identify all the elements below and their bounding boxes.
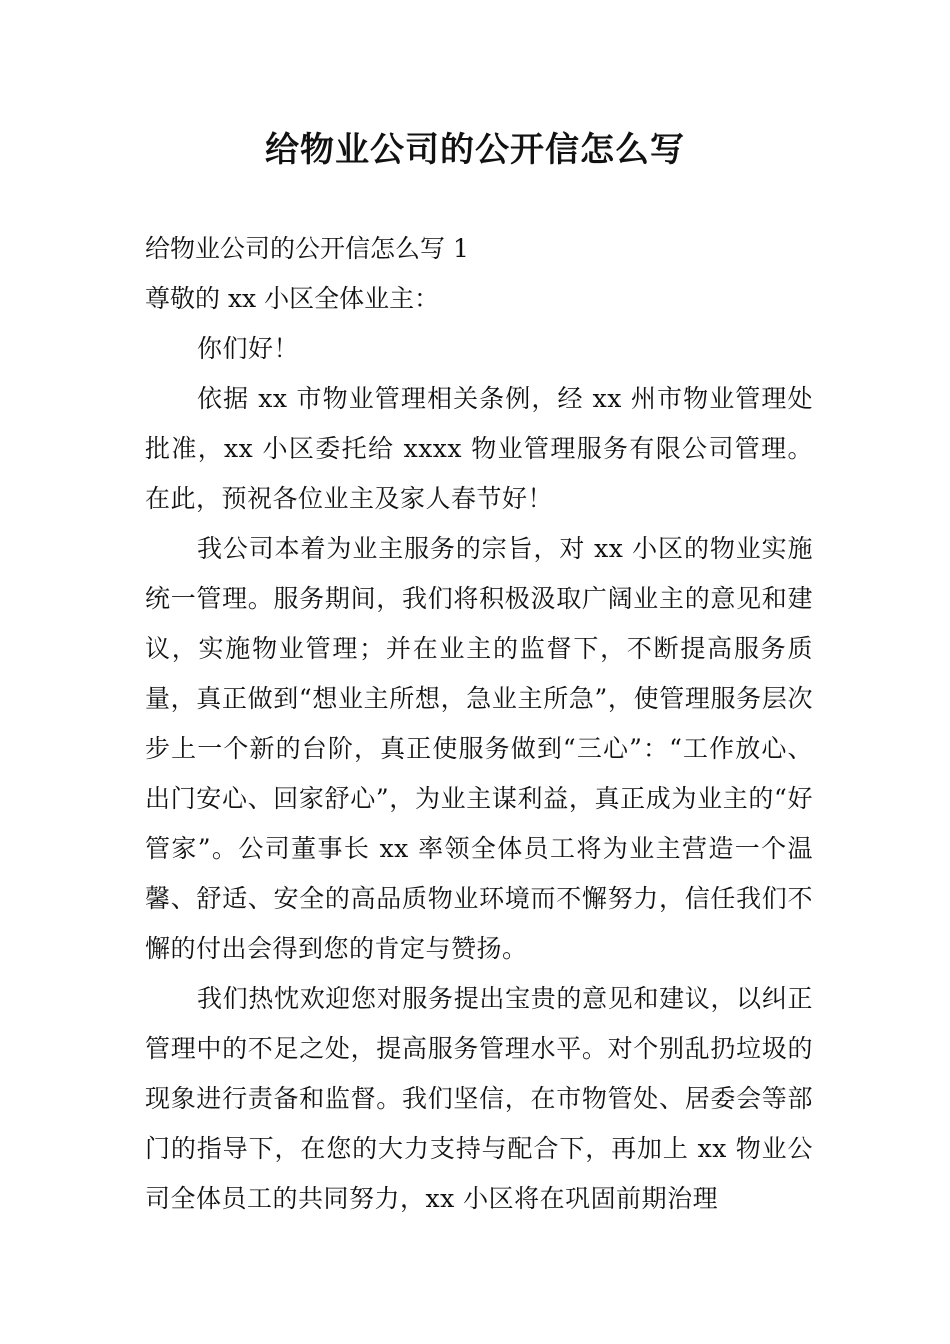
paragraph-intro: 依据 xx 市物业管理相关条例，经 xx 州市物业管理处批准，xx 小区委托给 xxxx 物业管理服务有限公司管理。在此，预祝各位业主及家人春节好！ [145, 384, 813, 513]
salutation: 尊敬的 xx 小区全体业主： [145, 284, 440, 313]
document-body [145, 224, 813, 1224]
section-heading: 给物业公司的公开信怎么写 1 [145, 234, 469, 263]
paragraph-greeting: 你们好！ [197, 334, 300, 363]
document-title: 给物业公司的公开信怎么写 [265, 130, 685, 170]
paragraph-service: 我公司本着为业主服务的宗旨，对 xx 小区的物业实施统一管理。服务期间，我们将积极汲取广阔业主的意见和建议，实施物业管理；并在业主的监督下，不断提高服务质量，真正做到“想业主所想，急业主所急”，使管理服务层次步上一个新的台阶，真正使服务做到“三心”：“工作放心、出门安心、回家舒心”，为业主谋利益，真正成为业主的“好管家”。公司董事长 xx 率领全体员工将为业主营造一个温馨、舒适、安全的高品质物业环境而不懈努力，信任我们不懈的付出会得到您的肯定与赞扬。 [145, 534, 813, 963]
paragraph-feedback: 我们热忱欢迎您对服务提出宝贵的意见和建议，以纠正管理中的不足之处，提高服务管理水平。对个别乱扔垃圾的现象进行责备和监督。我们坚信，在市物管处、居委会等部门的指导下，在您的大力支持与配合下，再加上 xx 物业公司全体员工的共同努力，xx 小区将在巩固前期治理 [145, 984, 813, 1213]
